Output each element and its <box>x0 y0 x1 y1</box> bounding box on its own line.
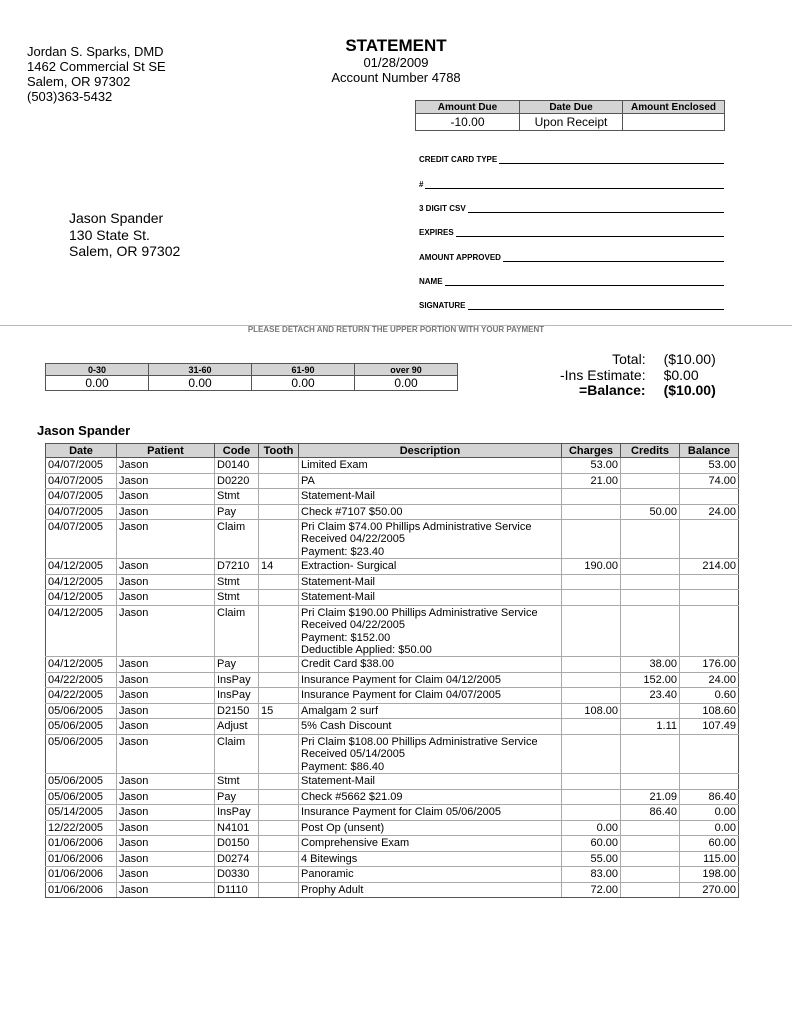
table-row <box>46 559 739 575</box>
practice-info <box>27 44 166 104</box>
cell-code: N4101 <box>215 820 259 836</box>
cell-date: 04/07/2005 <box>46 504 117 520</box>
cell-patient: Jason <box>117 836 215 852</box>
cell-charges: 60.00 <box>562 836 621 852</box>
cell-patient: Jason <box>117 719 215 735</box>
statement-header <box>300 37 492 85</box>
cell-credits <box>621 836 680 852</box>
cell-tooth <box>259 851 299 867</box>
aging-label-over-90: over 90 <box>355 364 458 376</box>
table-row <box>46 590 739 606</box>
cell-balance <box>680 590 739 606</box>
cc-number-line <box>425 180 724 189</box>
cell-patient: Jason <box>117 504 215 520</box>
cell-description: PA <box>299 473 562 489</box>
cell-tooth <box>259 882 299 898</box>
cell-credits: 1.11 <box>621 719 680 735</box>
cell-patient: Jason <box>117 688 215 704</box>
detach-note: PLEASE DETACH AND RETURN THE UPPER PORTION WITH YOUR PAYMENT <box>247 325 545 334</box>
cc-expires-field[interactable] <box>419 228 724 237</box>
aging-label-0-30: 0-30 <box>46 364 149 376</box>
cell-code: Stmt <box>215 489 259 505</box>
ledger-body <box>46 458 739 898</box>
totals-block <box>560 352 716 399</box>
cell-charges: 55.00 <box>562 851 621 867</box>
cell-date: 05/06/2005 <box>46 789 117 805</box>
cell-charges <box>562 734 621 773</box>
cell-code: Adjust <box>215 719 259 735</box>
cell-balance: 214.00 <box>680 559 739 575</box>
cell-tooth <box>259 504 299 520</box>
cell-credits <box>621 851 680 867</box>
statement-date: 01/28/2009 <box>363 55 429 70</box>
cell-balance: 0.00 <box>680 805 739 821</box>
patient-address-street: 130 State St. <box>69 226 150 243</box>
cell-credits <box>621 867 680 883</box>
cell-code: D0330 <box>215 867 259 883</box>
cell-date: 04/07/2005 <box>46 473 117 489</box>
cell-description: Pri Claim $74.00 Phillips Administrative Service Received 04/22/2005 Payment: $23.40 <box>299 520 562 559</box>
cell-description: Statement-Mail <box>299 774 562 790</box>
col-date: Date <box>46 444 117 458</box>
date-due-label: Date Due <box>520 101 623 114</box>
cc-csv-line <box>468 204 724 213</box>
cell-tooth <box>259 774 299 790</box>
cell-date: 05/06/2005 <box>46 734 117 773</box>
cell-code: Pay <box>215 657 259 673</box>
cell-description: Credit Card $38.00 <box>299 657 562 673</box>
cell-credits: 86.40 <box>621 805 680 821</box>
total-label: Total: <box>612 351 646 367</box>
col-credits: Credits <box>621 444 680 458</box>
cell-credits <box>621 520 680 559</box>
cell-balance <box>680 489 739 505</box>
cell-tooth: 14 <box>259 559 299 575</box>
cell-charges: 0.00 <box>562 820 621 836</box>
table-row <box>46 703 739 719</box>
aging-label-31-60: 31-60 <box>149 364 252 376</box>
cell-charges <box>562 774 621 790</box>
table-row <box>46 805 739 821</box>
cell-patient: Jason <box>117 574 215 590</box>
cell-charges <box>562 719 621 735</box>
cell-date: 04/07/2005 <box>46 458 117 474</box>
cell-charges <box>562 805 621 821</box>
cc-amount-approved-field[interactable] <box>419 253 724 262</box>
ledger-header-row <box>46 444 739 458</box>
cell-tooth <box>259 574 299 590</box>
cell-description: Pri Claim $190.00 Phillips Administrative Service Received 04/22/2005 Payment: $152.00 Deductible Applied: $50.00 <box>299 605 562 657</box>
table-row <box>46 574 739 590</box>
cc-signature-line <box>468 301 724 310</box>
table-row <box>46 820 739 836</box>
table-row <box>46 605 739 657</box>
cell-code: D2150 <box>215 703 259 719</box>
cc-signature-label: SIGNATURE <box>419 301 466 310</box>
table-row <box>46 473 739 489</box>
cell-balance: 176.00 <box>680 657 739 673</box>
cell-tooth <box>259 789 299 805</box>
cell-description: Comprehensive Exam <box>299 836 562 852</box>
cell-credits <box>621 559 680 575</box>
cell-patient: Jason <box>117 473 215 489</box>
cell-credits <box>621 605 680 657</box>
ledger-patient-heading: Jason Spander <box>37 423 131 438</box>
amount-due-label: Amount Due <box>416 101 520 114</box>
cell-tooth <box>259 688 299 704</box>
cc-expires-line <box>456 228 724 237</box>
amount-enclosed-value[interactable] <box>623 114 725 131</box>
aging-label-61-90: 61-90 <box>252 364 355 376</box>
cell-description: 4 Bitewings <box>299 851 562 867</box>
cell-credits <box>621 734 680 773</box>
cell-tooth <box>259 836 299 852</box>
cell-charges <box>562 520 621 559</box>
cell-balance <box>680 734 739 773</box>
patient-address-city: Salem, OR 97302 <box>69 243 181 259</box>
cell-patient: Jason <box>117 657 215 673</box>
cell-tooth <box>259 473 299 489</box>
cell-charges <box>562 657 621 673</box>
cc-signature-field[interactable] <box>419 301 724 310</box>
aging-value-61-90: 0.00 <box>252 376 355 391</box>
cell-description: Insurance Payment for Claim 04/12/2005 <box>299 672 562 688</box>
cell-balance <box>680 520 739 559</box>
cell-patient: Jason <box>117 867 215 883</box>
cell-patient: Jason <box>117 590 215 606</box>
cell-credits <box>621 489 680 505</box>
cell-balance: 86.40 <box>680 789 739 805</box>
cell-tooth <box>259 672 299 688</box>
cell-date: 01/06/2006 <box>46 882 117 898</box>
cell-balance <box>680 574 739 590</box>
cell-date: 04/12/2005 <box>46 574 117 590</box>
aging-value-31-60: 0.00 <box>149 376 252 391</box>
cc-expires-label: EXPIRES <box>419 228 454 237</box>
cell-date: 01/06/2006 <box>46 836 117 852</box>
cell-patient: Jason <box>117 789 215 805</box>
cell-patient: Jason <box>117 734 215 773</box>
cell-description: Limited Exam <box>299 458 562 474</box>
cc-type-field[interactable] <box>419 155 724 164</box>
cell-code: D0274 <box>215 851 259 867</box>
practice-name: Jordan S. Sparks, DMD <box>27 44 164 59</box>
cell-balance: 24.00 <box>680 504 739 520</box>
cell-code: InsPay <box>215 672 259 688</box>
table-row <box>46 789 739 805</box>
cell-balance: 60.00 <box>680 836 739 852</box>
cell-credits <box>621 458 680 474</box>
aging-table <box>45 363 458 391</box>
balance-value: ($10.00) <box>663 382 716 398</box>
cell-tooth <box>259 820 299 836</box>
practice-phone: (503)363-5432 <box>27 89 113 104</box>
cell-balance: 0.00 <box>680 820 739 836</box>
cell-tooth <box>259 734 299 773</box>
cell-charges: 72.00 <box>562 882 621 898</box>
table-row <box>46 672 739 688</box>
cell-credits: 21.09 <box>621 789 680 805</box>
cell-balance: 198.00 <box>680 867 739 883</box>
cell-description: Check #5662 $21.09 <box>299 789 562 805</box>
cell-code: D0220 <box>215 473 259 489</box>
cell-tooth <box>259 458 299 474</box>
cell-charges <box>562 688 621 704</box>
table-row <box>46 774 739 790</box>
cell-patient: Jason <box>117 851 215 867</box>
cc-csv-label: 3 DIGIT CSV <box>419 204 466 213</box>
cc-name-label: NAME <box>419 277 443 286</box>
statement-title: STATEMENT <box>345 36 447 55</box>
cell-credits: 50.00 <box>621 504 680 520</box>
ins-estimate-value: $0.00 <box>663 366 699 383</box>
cell-description: Statement-Mail <box>299 489 562 505</box>
cell-date: 05/06/2005 <box>46 703 117 719</box>
cc-type-line <box>499 155 724 164</box>
table-row <box>46 504 739 520</box>
cell-credits: 152.00 <box>621 672 680 688</box>
cell-tooth <box>259 719 299 735</box>
cell-date: 04/07/2005 <box>46 520 117 559</box>
table-row <box>46 688 739 704</box>
cell-charges: 21.00 <box>562 473 621 489</box>
aging-value-over-90: 0.00 <box>355 376 458 391</box>
cc-amount-approved-label: AMOUNT APPROVED <box>419 253 501 262</box>
table-row <box>46 657 739 673</box>
cell-credits <box>621 473 680 489</box>
patient-address-name: Jason Spander <box>69 210 164 226</box>
col-code: Code <box>215 444 259 458</box>
cc-number-label: # <box>419 180 424 189</box>
table-row <box>46 489 739 505</box>
cell-description: Panoramic <box>299 867 562 883</box>
cell-patient: Jason <box>117 520 215 559</box>
cell-charges <box>562 672 621 688</box>
cell-date: 05/06/2005 <box>46 774 117 790</box>
cell-balance: 108.60 <box>680 703 739 719</box>
aging-value-0-30: 0.00 <box>46 376 149 391</box>
table-row <box>46 851 739 867</box>
ledger-table <box>45 443 739 898</box>
cell-date: 01/06/2006 <box>46 851 117 867</box>
cell-charges <box>562 504 621 520</box>
cell-tooth <box>259 657 299 673</box>
cell-tooth <box>259 867 299 883</box>
col-balance: Balance <box>680 444 739 458</box>
cell-code: Claim <box>215 605 259 657</box>
cell-patient: Jason <box>117 820 215 836</box>
cell-code: D7210 <box>215 559 259 575</box>
table-row <box>46 458 739 474</box>
cell-date: 05/14/2005 <box>46 805 117 821</box>
cell-description: Insurance Payment for Claim 05/06/2005 <box>299 805 562 821</box>
cell-date: 04/12/2005 <box>46 605 117 657</box>
cell-description: Statement-Mail <box>299 574 562 590</box>
cell-code: Stmt <box>215 590 259 606</box>
cell-date: 04/07/2005 <box>46 489 117 505</box>
col-charges: Charges <box>562 444 621 458</box>
cc-csv-field[interactable] <box>419 204 724 213</box>
cell-balance <box>680 774 739 790</box>
cell-patient: Jason <box>117 559 215 575</box>
table-row <box>46 520 739 559</box>
cell-balance: 270.00 <box>680 882 739 898</box>
cell-patient: Jason <box>117 605 215 657</box>
practice-address: 1462 Commercial St SE <box>27 59 166 74</box>
cell-description: Prophy Adult <box>299 882 562 898</box>
cell-credits <box>621 774 680 790</box>
cell-code: Pay <box>215 789 259 805</box>
cell-patient: Jason <box>117 672 215 688</box>
cell-code: D0140 <box>215 458 259 474</box>
cell-date: 05/06/2005 <box>46 719 117 735</box>
table-row <box>46 882 739 898</box>
cell-date: 04/12/2005 <box>46 559 117 575</box>
cc-number-field[interactable] <box>419 180 724 189</box>
cell-credits <box>621 590 680 606</box>
cell-charges <box>562 590 621 606</box>
cc-name-field[interactable] <box>419 277 724 286</box>
cell-description: Check #7107 $50.00 <box>299 504 562 520</box>
cell-tooth <box>259 590 299 606</box>
cell-credits: 23.40 <box>621 688 680 704</box>
cell-code: D0150 <box>215 836 259 852</box>
cell-date: 04/22/2005 <box>46 688 117 704</box>
cell-description: 5% Cash Discount <box>299 719 562 735</box>
cell-description: Pri Claim $108.00 Phillips Administrative Service Received 05/14/2005 Payment: $86.40 <box>299 734 562 773</box>
cell-credits <box>621 574 680 590</box>
cell-description: Amalgam 2 surf <box>299 703 562 719</box>
cell-tooth <box>259 805 299 821</box>
cell-charges: 83.00 <box>562 867 621 883</box>
cell-credits: 38.00 <box>621 657 680 673</box>
patient-address <box>69 210 180 260</box>
cell-description: Extraction- Surgical <box>299 559 562 575</box>
cell-charges <box>562 489 621 505</box>
cell-charges: 108.00 <box>562 703 621 719</box>
cell-code: Pay <box>215 504 259 520</box>
cell-patient: Jason <box>117 703 215 719</box>
cell-description: Post Op (unsent) <box>299 820 562 836</box>
account-number: Account Number 4788 <box>331 70 461 85</box>
cell-balance: 74.00 <box>680 473 739 489</box>
cell-date: 01/06/2006 <box>46 867 117 883</box>
cell-balance: 24.00 <box>680 672 739 688</box>
cell-balance: 0.60 <box>680 688 739 704</box>
cell-code: D1110 <box>215 882 259 898</box>
cell-tooth <box>259 489 299 505</box>
cell-code: Claim <box>215 734 259 773</box>
table-row <box>46 734 739 773</box>
cell-charges <box>562 789 621 805</box>
table-row <box>46 836 739 852</box>
cell-tooth <box>259 605 299 657</box>
cell-patient: Jason <box>117 774 215 790</box>
cell-code: Stmt <box>215 574 259 590</box>
col-tooth: Tooth <box>259 444 299 458</box>
cell-patient: Jason <box>117 489 215 505</box>
col-patient: Patient <box>117 444 215 458</box>
cell-date: 04/22/2005 <box>46 672 117 688</box>
col-description: Description <box>299 444 562 458</box>
cell-balance: 107.49 <box>680 719 739 735</box>
amount-due-box <box>415 100 725 131</box>
cell-code: Stmt <box>215 774 259 790</box>
cell-charges <box>562 574 621 590</box>
cell-balance: 53.00 <box>680 458 739 474</box>
ins-estimate-label: -Ins Estimate: <box>560 366 646 383</box>
cell-date: 04/12/2005 <box>46 590 117 606</box>
cell-charges: 53.00 <box>562 458 621 474</box>
cell-charges: 190.00 <box>562 559 621 575</box>
cell-date: 12/22/2005 <box>46 820 117 836</box>
cell-balance <box>680 605 739 657</box>
date-due-value: Upon Receipt <box>520 114 623 131</box>
cell-tooth: 15 <box>259 703 299 719</box>
amount-enclosed-label: Amount Enclosed <box>623 101 725 114</box>
cell-code: InsPay <box>215 688 259 704</box>
cc-type-label: CREDIT CARD TYPE <box>419 155 498 164</box>
cell-patient: Jason <box>117 882 215 898</box>
cell-date: 04/12/2005 <box>46 657 117 673</box>
table-row <box>46 719 739 735</box>
cc-amount-approved-line <box>503 253 724 262</box>
cc-name-line <box>445 277 724 286</box>
cell-code: InsPay <box>215 805 259 821</box>
cell-tooth <box>259 520 299 559</box>
balance-label: =Balance: <box>579 382 646 398</box>
practice-city: Salem, OR 97302 <box>27 74 131 89</box>
total-value: ($10.00) <box>663 351 716 367</box>
cell-patient: Jason <box>117 805 215 821</box>
cell-credits <box>621 882 680 898</box>
cell-balance: 115.00 <box>680 851 739 867</box>
table-row <box>46 867 739 883</box>
cell-credits <box>621 703 680 719</box>
cell-code: Claim <box>215 520 259 559</box>
cell-credits <box>621 820 680 836</box>
cell-patient: Jason <box>117 458 215 474</box>
amount-due-value: -10.00 <box>416 114 520 131</box>
cell-charges <box>562 605 621 657</box>
cell-description: Statement-Mail <box>299 590 562 606</box>
cell-description: Insurance Payment for Claim 04/07/2005 <box>299 688 562 704</box>
